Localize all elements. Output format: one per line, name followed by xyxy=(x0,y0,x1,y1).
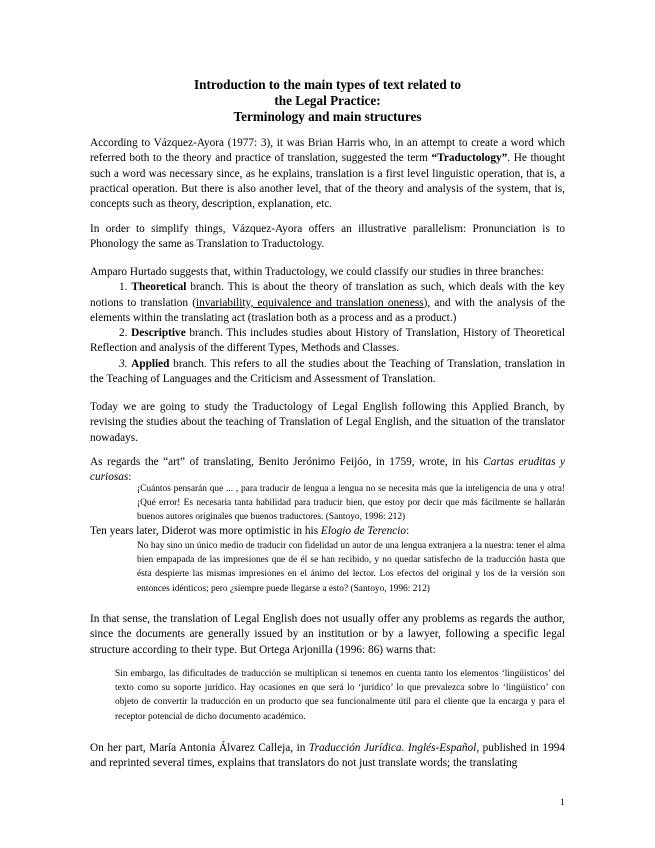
branch-descriptive: 2. Descriptive branch. This includes studies about History of Translation, History of Theoretical Reflection and analysis of the different Types, Methods and Classes. xyxy=(90,327,565,355)
paragraph-branches xyxy=(90,265,565,387)
work-title-elogio: Elogio de Terencio xyxy=(320,525,407,537)
paragraph-alvarez: On her part, María Antonia Álvarez Calleja, in Traducción Jurídica. Inglés-Español, published in 1994 and reprinted several times, explains that translators do not just translate words; the translating xyxy=(90,742,566,770)
paragraph-diderot: Ten years later, Diderot was more optimistic in his Elogio de Terencio: xyxy=(90,525,410,537)
paragraph-parallelism: In order to simplify things, Vázquez-Ayora offers an illustrative parallelism: Pronunciation is to Phonology the same as Translation to Traductology. xyxy=(90,223,565,251)
branch-theoretical: 1. Theoretical branch. This is about the theory of translation as such, which deals with the key notions to translation (invariability, equivalence and translation oneness), and with the analysis of the elements within the translating act (traslation both as a process and as a product.) xyxy=(90,281,565,324)
quote-diderot: No hay sino un único medio de traducir con fidelidad un autor de una lengua extranjera a la nuestra: tener el alma bien empapada de las impresiones que de él se han recibido, y no quedar satisfecho de la traducción hasta que ésta despierte las mismas impresiones en el ánimo del lector. Los efectos del original y los de la versión son entonces idénticos; pero ¿siempre puede llegarse a esto? (Santoyo, 1996: 212) xyxy=(137,541,565,594)
branch-applied: 3. Applied branch. This refers to all the studies about the Teaching of Translation, translation in the Teaching of Languages and the Criticism and Assessment of Translation. xyxy=(90,357,565,386)
page-number: 1 xyxy=(560,798,565,808)
key-notions-underlined: invariability, equivalence and translation oneness xyxy=(195,296,424,309)
title-line-1: Introduction to the main types of text related to xyxy=(194,77,461,92)
document-title xyxy=(90,77,565,125)
paragraph-feijoo: As regards the “art” of translating, Benito Jerónimo Feijóo, in 1759, wrote, in his Cartas eruditas y curiosas: xyxy=(90,456,565,484)
quote-feijoo: ¡Cuántos pensarán que ... , para traducir de lengua a lengua no se necesita más que la inteligencia de una y otra! ¡Qué error! Es necesaria tanta habilidad para traducir bien, que estoy por decir que más fácilmente se hallarán buenos autores originales que buenos traductores. (Santoyo, 1996: 212) xyxy=(137,484,565,523)
paragraph-ortega: In that sense, the translation of Legal English does not usually offer any problems as regards the author, since the documents are generally issued by an institution or by a lawyer, following a specific legal structure according to their type. But Ortega Arjonilla (1996: 86) warns that: xyxy=(90,613,565,656)
work-title-traduccion-juridica: Traducción Jurídica. Inglés-Español xyxy=(308,742,477,754)
quote-ortega: Sin embargo, las dificultades de traducción se multiplican si tenemos en cuenta tanto los elementos ‘lingüísticos’ del texto como su soporte jurídico. Hay ocasiones en que será lo ‘jurídico’ lo que prevalezca sobre lo ‘lingüístico’ con objeto de convertir la traducción en un producto que sea funcionalmente útil para el cliente que la encarga y para el receptor potencial de dicho documento académico. xyxy=(115,669,565,722)
branches-intro: Amparo Hurtado suggests that, within Traductology, we could classify our studies in three branches: xyxy=(90,266,544,278)
title-line-2: the Legal Practice: xyxy=(274,93,381,108)
term-traductology: “Traductology” xyxy=(431,152,508,165)
paragraph-traductology: According to Vázquez-Ayora (1977: 3), it was Brian Harris who, in an attempt to create a word which referred both to the theory and practice of translation, suggested the term “Traductology”. He thought such a word was necessary since, as he explains, translation is a first level linguistic operation, that is, a practical operation. But there is also another level, that of the theory and analysis of the system, that is, concepts such as theory, description, explanation, etc. xyxy=(90,137,565,211)
title-line-3: Terminology and main structures xyxy=(233,109,422,124)
paragraph-applied-branch: Today we are going to study the Traductology of Legal English following this Applied Branch, by revising the studies about the teaching of Translation of Legal English, and the situation of the translator nowadays. xyxy=(90,401,565,444)
work-title-cartas: Cartas eruditas y curiosas xyxy=(90,456,565,484)
